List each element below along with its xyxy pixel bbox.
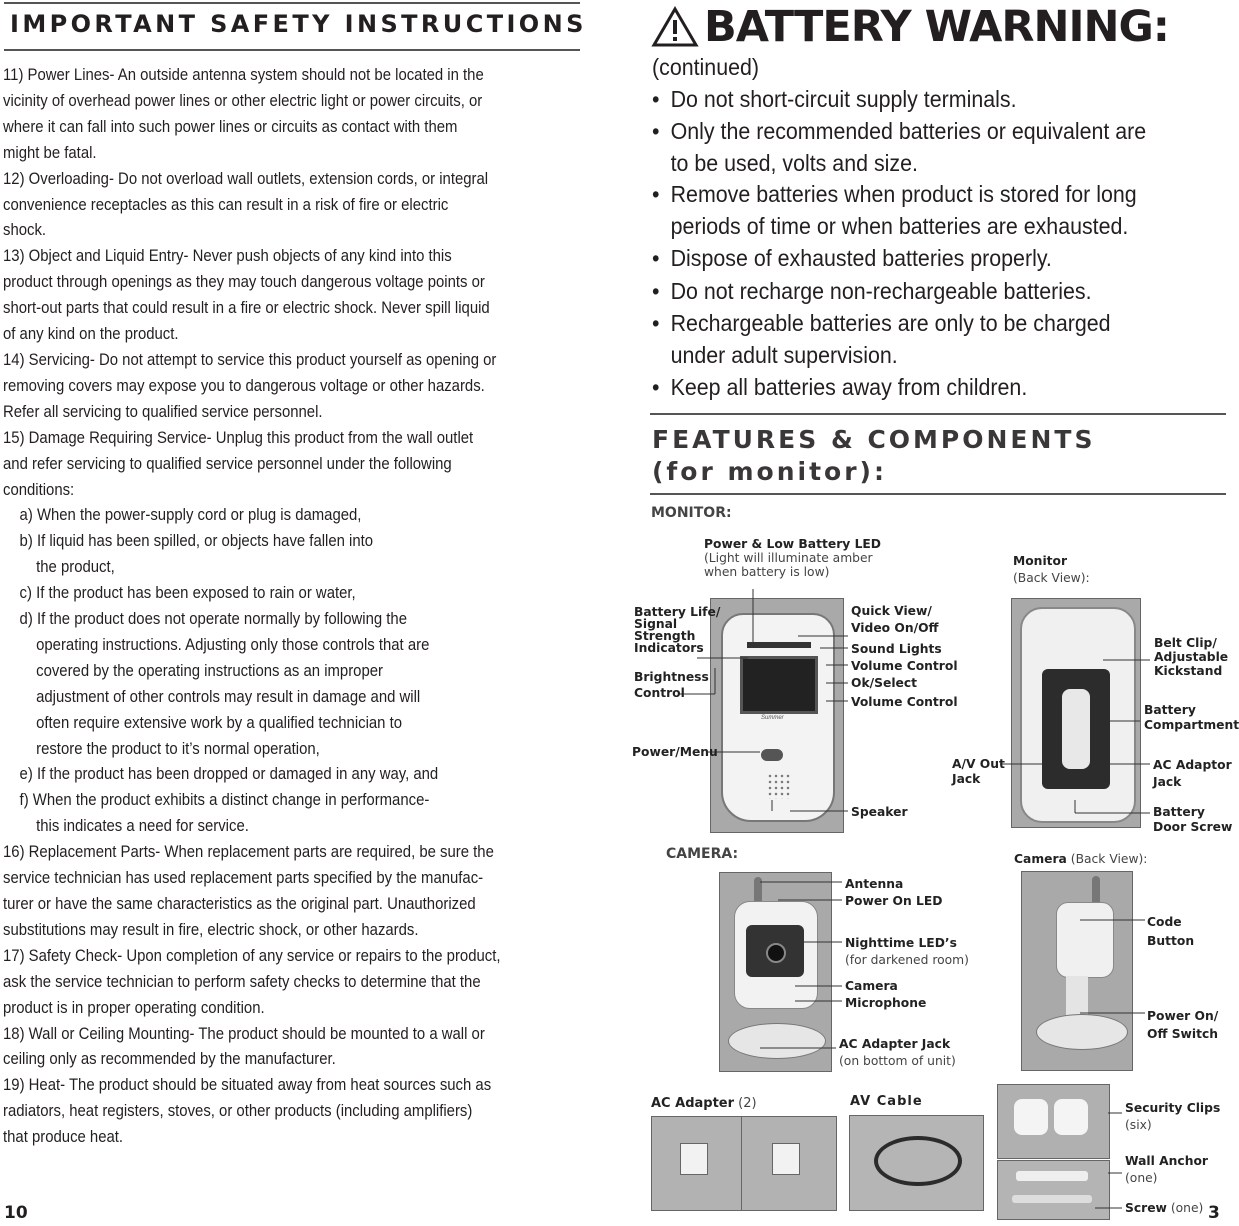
monitor-section-label: MONITOR: <box>651 505 732 521</box>
text-line: that produce heat. <box>3 1128 124 1147</box>
text-line: often require extensive work by a qualified technician to <box>36 713 403 732</box>
text-line: covered by the operating instructions as an improper <box>36 661 383 680</box>
text-line: 14) Servicing- Do not attempt to service this product yourself as opening or <box>3 350 497 369</box>
label-power-switch: Power On/ Off Switch <box>1147 1009 1219 1041</box>
text-line: substitutions may result in fire, electric shock, or other hazards. <box>3 920 419 939</box>
text-line: might be fatal. <box>3 143 97 162</box>
label-belt-clip: Belt Clip/ Adjustable Kickstand <box>1154 636 1229 678</box>
bullet-item: • Do not short-circuit supply terminals. <box>652 84 1229 116</box>
text-line: and refer servicing to qualified service personnel under the following <box>3 454 452 473</box>
monitor-logo: Summer <box>761 715 784 721</box>
text-line: operating instructions. Adjusting only those controls that are <box>36 635 430 654</box>
text-line: the product, <box>36 558 115 577</box>
text-line: 12) Overloading- Do not overload wall outlets, extension cords, or integral <box>3 169 489 188</box>
text-line: short-out parts that could result in a fire or electric shock. Never spill liquid <box>3 299 490 318</box>
text-line: of any kind on the product. <box>3 325 179 344</box>
text-line: Refer all servicing to qualified service personnel. <box>3 402 323 421</box>
label-code-button: Code Button <box>1147 915 1195 948</box>
bullet-item: • Only the recommended batteries or equivalent are to be used, volts and size. <box>652 116 1229 179</box>
label-av-cable: AV Cable <box>850 1094 923 1109</box>
features-title-line1: FEATURES & COMPONENTS <box>652 425 1096 454</box>
warning-title-text: BATTERY WARNING: <box>704 2 1169 52</box>
text-line: service technician has used replacement parts specified by the manufac- <box>3 869 484 888</box>
text-line: 11) Power Lines- An outside antenna system should not be located in the <box>3 66 484 84</box>
label-battery-compartment: Battery Compartment <box>1144 703 1239 732</box>
text-line: where it can fall into such power lines or circuits as contact with them <box>3 117 458 136</box>
text-line: 18) Wall or Ceiling Mounting- The product should be mounted to a wall or <box>3 1024 485 1043</box>
label-speaker: Speaker <box>851 805 908 819</box>
text-line: adjustment of other controls may result in damage and will <box>36 687 421 706</box>
label-brightness: Brightness Control <box>634 670 709 700</box>
label-ac-adapter-jack: AC Adapter Jack (on bottom of unit) <box>839 1037 956 1068</box>
label-monitor-back: Monitor (Back View): <box>1013 554 1090 585</box>
text-line: product is in proper operating condition. <box>3 998 265 1017</box>
text-line: b) If liquid has been spilled, or objects have fallen into <box>19 532 374 551</box>
text-line: ask the service technician to perform safety checks to determine that the <box>3 972 481 991</box>
text-line: restore the product to it’s normal operation, <box>36 739 320 758</box>
text-line: shock. <box>3 221 47 240</box>
camera-section-label: CAMERA: <box>666 846 739 862</box>
label-power-menu: Power/Menu <box>632 745 718 759</box>
label-av-out: A/V Out Jack <box>952 757 1005 786</box>
label-camera-back: Camera (Back View): <box>1014 852 1148 866</box>
text-line: 19) Heat- The product should be situated away from heat sources such as <box>3 1076 492 1095</box>
text-line: f) When the product exhibits a distinct change in performance- <box>19 791 430 810</box>
text-line: conditions: <box>3 480 75 499</box>
text-line: radiators, heat registers, stoves, or other products (including amplifiers) <box>3 1102 473 1121</box>
label-sound-lights: Sound Lights <box>851 642 942 656</box>
text-line: 13) Object and Liquid Entry- Never push objects of any kind into this <box>3 247 452 266</box>
label-antenna: Antenna Power On LED <box>845 877 943 908</box>
label-quick-view: Quick View/ Video On/Off <box>851 604 939 635</box>
text-line: vicinity of overhead power lines or other electric light or power circuits, or <box>3 91 483 110</box>
bullet-item: • Remove batteries when product is stored for long periods of time or when batteries are exhausted. <box>652 179 1229 242</box>
label-battery-life: Battery Life/ Signal Strength Indicators <box>634 605 721 655</box>
label-ok-select: Ok/Select <box>851 676 918 690</box>
continued-label: (continued) <box>652 54 760 80</box>
label-screw: Screw (one) <box>1125 1201 1204 1215</box>
text-line: convenience receptacles as this can result in a risk of fire or electric <box>3 195 449 214</box>
bullet-item: • Rechargeable batteries are only to be charged under adult supervision. <box>652 308 1229 371</box>
label-battery-door-screw: Battery Door Screw <box>1153 805 1233 834</box>
safety-title: IMPORTANT SAFETY INSTRUCTIONS <box>10 10 587 38</box>
features-title-line2: (for monitor): <box>652 457 887 486</box>
label-camera-microphone: Camera Microphone <box>845 979 927 1010</box>
text-line: c) If the product has been exposed to rain or water, <box>19 584 356 603</box>
text-line: 17) Safety Check- Upon completion of any service or repairs to the product, <box>3 946 501 965</box>
text-line: 16) Replacement Parts- When replacement parts are required, be sure the <box>3 843 494 862</box>
label-ac-adaptor-jack: AC Adaptor Jack <box>1153 758 1232 789</box>
text-line: d) If the product does not operate normally by following the <box>19 610 407 629</box>
text-line: ceiling only as recommended by the manufacturer. <box>3 1050 336 1069</box>
text-line: a) When the power-supply cord or plug is damaged, <box>19 506 362 525</box>
label-volume-control-1: Volume Control <box>851 659 958 673</box>
text-line: this indicates a need for service. <box>36 817 249 836</box>
bullet-item: • Do not recharge non-rechargeable batteries. <box>652 276 1229 308</box>
text-line: e) If the product has been dropped or damaged in any way, and <box>19 765 439 784</box>
page-number-right: 3 <box>1208 1203 1220 1223</box>
label-wall-anchor: Wall Anchor (one) <box>1125 1154 1208 1185</box>
label-security-clips: Security Clips (six) <box>1125 1101 1221 1132</box>
text-line: removing covers may expose you to dangerous voltage or other hazards. <box>3 376 485 395</box>
label-nighttime-leds: Nighttime LED’s (for darkened room) <box>845 936 969 967</box>
text-line: product through openings as they may touch dangerous voltage points or <box>3 273 485 292</box>
bullet-item: • Keep all batteries away from children. <box>652 372 1229 404</box>
text-line: turer or have the same characteristics as the original part. Unauthorized <box>3 895 476 913</box>
label-volume-control-2: Volume Control <box>851 695 958 709</box>
label-power-led: Power & Low Battery LED (Light will illuminate amber when battery is low) <box>704 537 882 579</box>
label-ac-adapter: AC Adapter (2) <box>651 1096 757 1111</box>
text-line: 15) Damage Requiring Service- Unplug this product from the wall outlet <box>3 428 474 447</box>
page-number-left: 10 <box>4 1203 28 1223</box>
bullet-item: • Dispose of exhausted batteries properly. <box>652 243 1229 275</box>
